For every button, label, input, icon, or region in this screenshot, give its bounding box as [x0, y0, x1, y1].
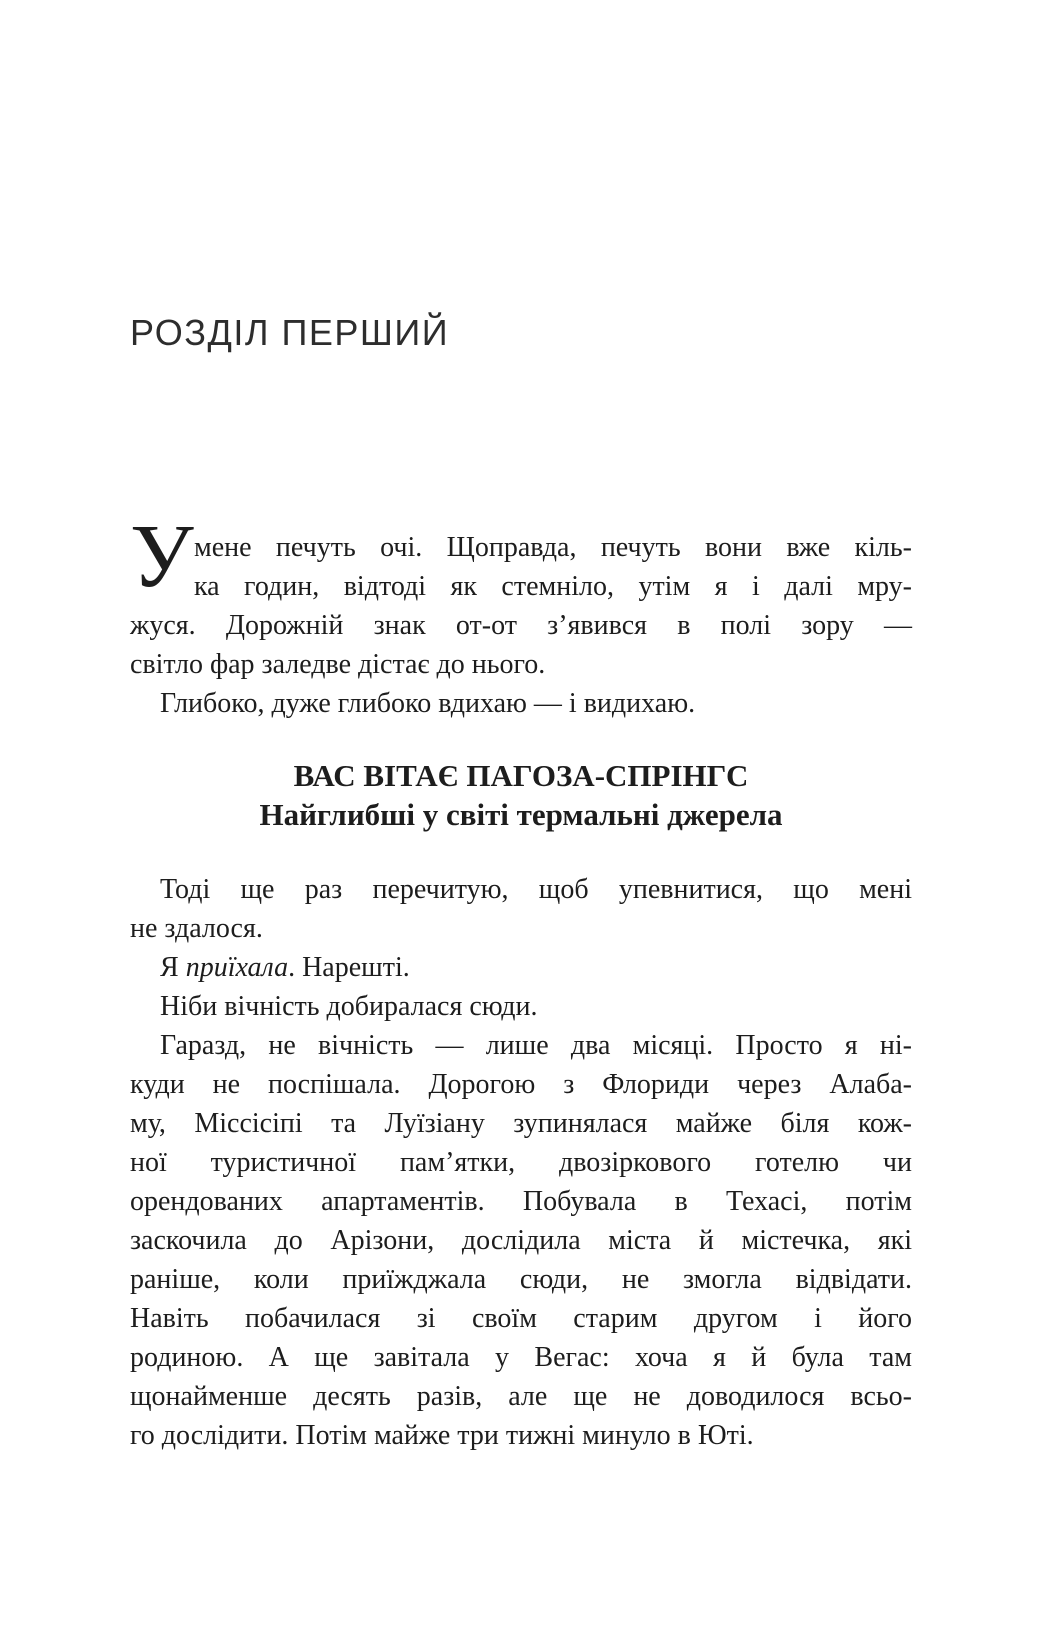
body-line: куди не поспішала. Дорогою з Флориди через Алаба- — [130, 1069, 912, 1100]
chapter-heading: РОЗДІЛ ПЕРШИЙ — [130, 312, 450, 353]
body-line: Тоді ще раз перечитую, щоб упевнитися, що мені — [160, 874, 912, 905]
paragraph-breathe — [130, 684, 912, 723]
body-line: жуся. Дорожній знак от-от з’явився в полі зору — — [130, 610, 912, 641]
drop-cap: У — [130, 507, 194, 606]
paragraph-opening — [130, 507, 912, 684]
body-line: не здалося. — [130, 913, 263, 944]
body-line: орендованих апартаментів. Побувала в Техасі, потім — [130, 1186, 912, 1217]
body-line — [130, 948, 912, 987]
welcome-sign-line-2: Найглибші у світі термальні джерела — [259, 797, 783, 832]
body-line: го дослідити. Потім майже три тижні минуло в Юті. — [130, 1420, 754, 1451]
paragraph-journey — [130, 1026, 912, 1455]
body-line: Глибоко, дуже глибоко вдихаю — і видихаю. — [160, 688, 696, 719]
body-line: ка годин, відтоді як стемніло, утім я і далі мру- — [194, 571, 912, 602]
body-line: Ніби вічність добиралася сюди. — [160, 991, 538, 1022]
body-text-block — [130, 507, 912, 1455]
body-line: родиною. А ще завітала у Вегас: хоча я й була там — [130, 1342, 912, 1373]
body-line: му, Міссісіпі та Луїзіану зупинялася майже біля кож- — [130, 1108, 912, 1139]
paragraph-arrived — [130, 948, 912, 987]
body-line: світло фар заледве дістає до нього. — [130, 649, 546, 680]
text-segment: . Нарешті. — [288, 952, 410, 983]
text-segment: Я — [160, 952, 186, 983]
body-line: заскочила до Арізони, дослідила міста й містечка, які — [130, 1225, 912, 1256]
body-line: щонайменше десять разів, але ще не доводилося всьо- — [130, 1381, 912, 1412]
welcome-sign — [130, 756, 912, 834]
paragraph-reread — [130, 870, 912, 948]
body-line: Гаразд, не вічність — лише два місяці. Просто я ні- — [160, 1030, 912, 1061]
paragraph-eternity — [130, 987, 912, 1026]
italic-text-segment: приїхала — [185, 952, 289, 983]
body-line: ної туристичної пам’ятки, двозіркового готелю чи — [130, 1147, 912, 1178]
body-line: мене печуть очі. Щоправда, печуть вони вже кіль- — [194, 532, 912, 563]
body-line: Навіть побачилася зі своїм старим другом і його — [130, 1303, 912, 1334]
body-line: раніше, коли приїжджала сюди, не змогла відвідати. — [130, 1264, 912, 1295]
welcome-sign-line-1: ВАС ВІТАЄ ПАГОЗА-СПРІНГС — [293, 758, 749, 793]
